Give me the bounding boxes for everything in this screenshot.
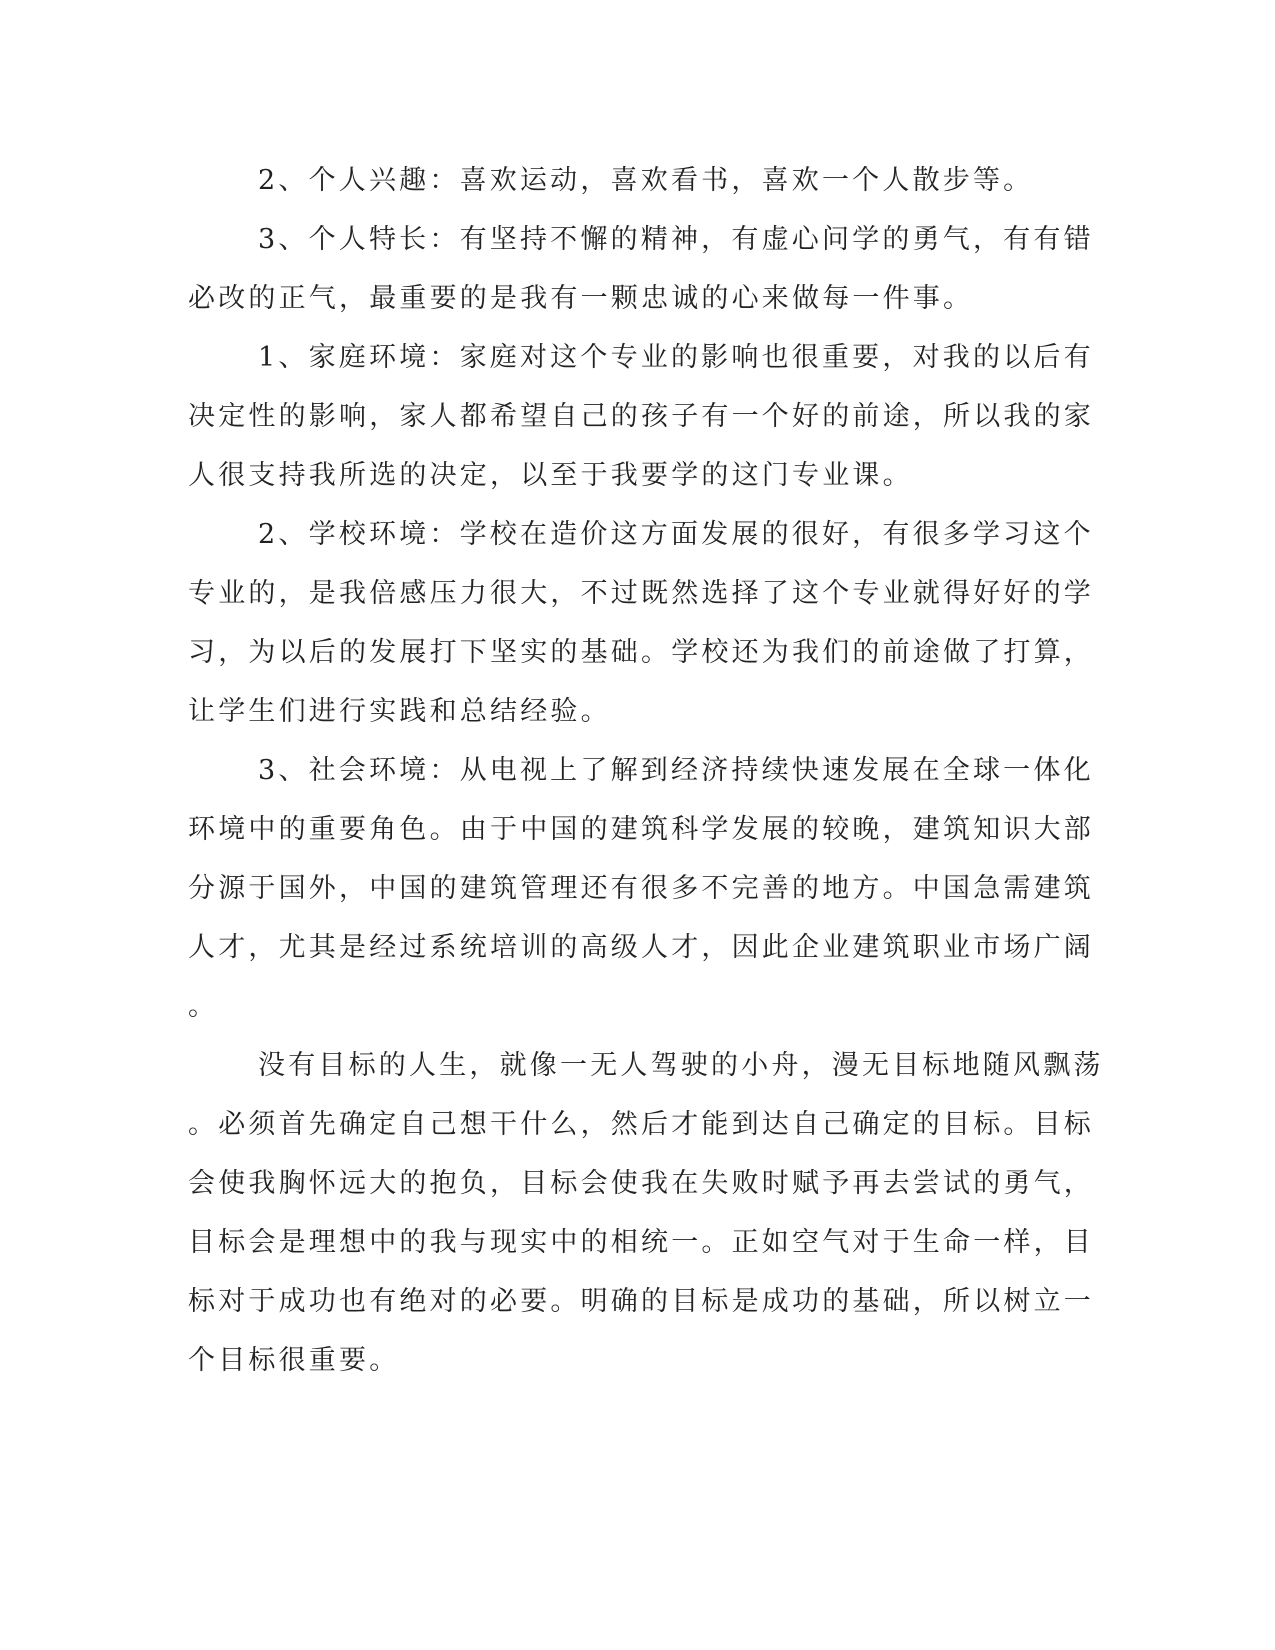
paragraph-line: 习，为以后的发展打下坚实的基础。学校还为我们的前途做了打算， bbox=[188, 637, 1094, 668]
paragraph-line: 专业的，是我倍感压力很大，不过既然选择了这个专业就得好好的学 bbox=[188, 578, 1094, 609]
paragraph-line: 个目标很重要。 bbox=[188, 1345, 400, 1376]
paragraph-line: 环境中的重要角色。由于中国的建筑科学发展的较晚，建筑知识大部 bbox=[188, 814, 1094, 845]
paragraph-line: 。 bbox=[188, 991, 219, 1022]
paragraph-line: 标对于成功也有绝对的必要。明确的目标是成功的基础，所以树立一 bbox=[188, 1286, 1094, 1317]
paragraph-line: 没有目标的人生，就像一无人驾驶的小舟，漫无目标地随风飘荡 bbox=[258, 1050, 1104, 1081]
paragraph-line: 分源于国外，中国的建筑管理还有很多不完善的地方。中国急需建筑 bbox=[188, 873, 1094, 904]
paragraph-line: 决定性的影响，家人都希望自己的孩子有一个好的前途，所以我的家 bbox=[188, 401, 1094, 432]
paragraph-line: 人很支持我所选的决定，以至于我要学的这门专业课。 bbox=[188, 460, 913, 491]
paragraph-line: 必改的正气，最重要的是我有一颗忠诚的心来做每一件事。 bbox=[188, 283, 974, 314]
paragraph-line: 2、学校环境：学校在造价这方面发展的很好，有很多学习这个 bbox=[258, 519, 1094, 550]
paragraph-line: 1、家庭环境：家庭对这个专业的影响也很重要，对我的以后有 bbox=[258, 342, 1094, 373]
paragraph-line: 人才，尤其是经过系统培训的高级人才，因此企业建筑职业市场广阔 bbox=[188, 932, 1094, 963]
paragraph-line: 3、社会环境：从电视上了解到经济持续快速发展在全球一体化 bbox=[258, 755, 1094, 786]
paragraph-line: 会使我胸怀远大的抱负，目标会使我在失败时赋予再去尝试的勇气， bbox=[188, 1168, 1094, 1199]
paragraph-line: 。必须首先确定自己想干什么，然后才能到达自己确定的目标。目标 bbox=[188, 1109, 1094, 1140]
paragraph-line: 2、个人兴趣：喜欢运动，喜欢看书，喜欢一个人散步等。 bbox=[258, 165, 1034, 196]
paragraph-line: 目标会是理想中的我与现实中的相统一。正如空气对于生命一样，目 bbox=[188, 1227, 1094, 1258]
paragraph-line: 让学生们进行实践和总结经验。 bbox=[188, 696, 611, 727]
paragraph-line: 3、个人特长：有坚持不懈的精神，有虚心问学的勇气，有有错 bbox=[258, 224, 1094, 255]
